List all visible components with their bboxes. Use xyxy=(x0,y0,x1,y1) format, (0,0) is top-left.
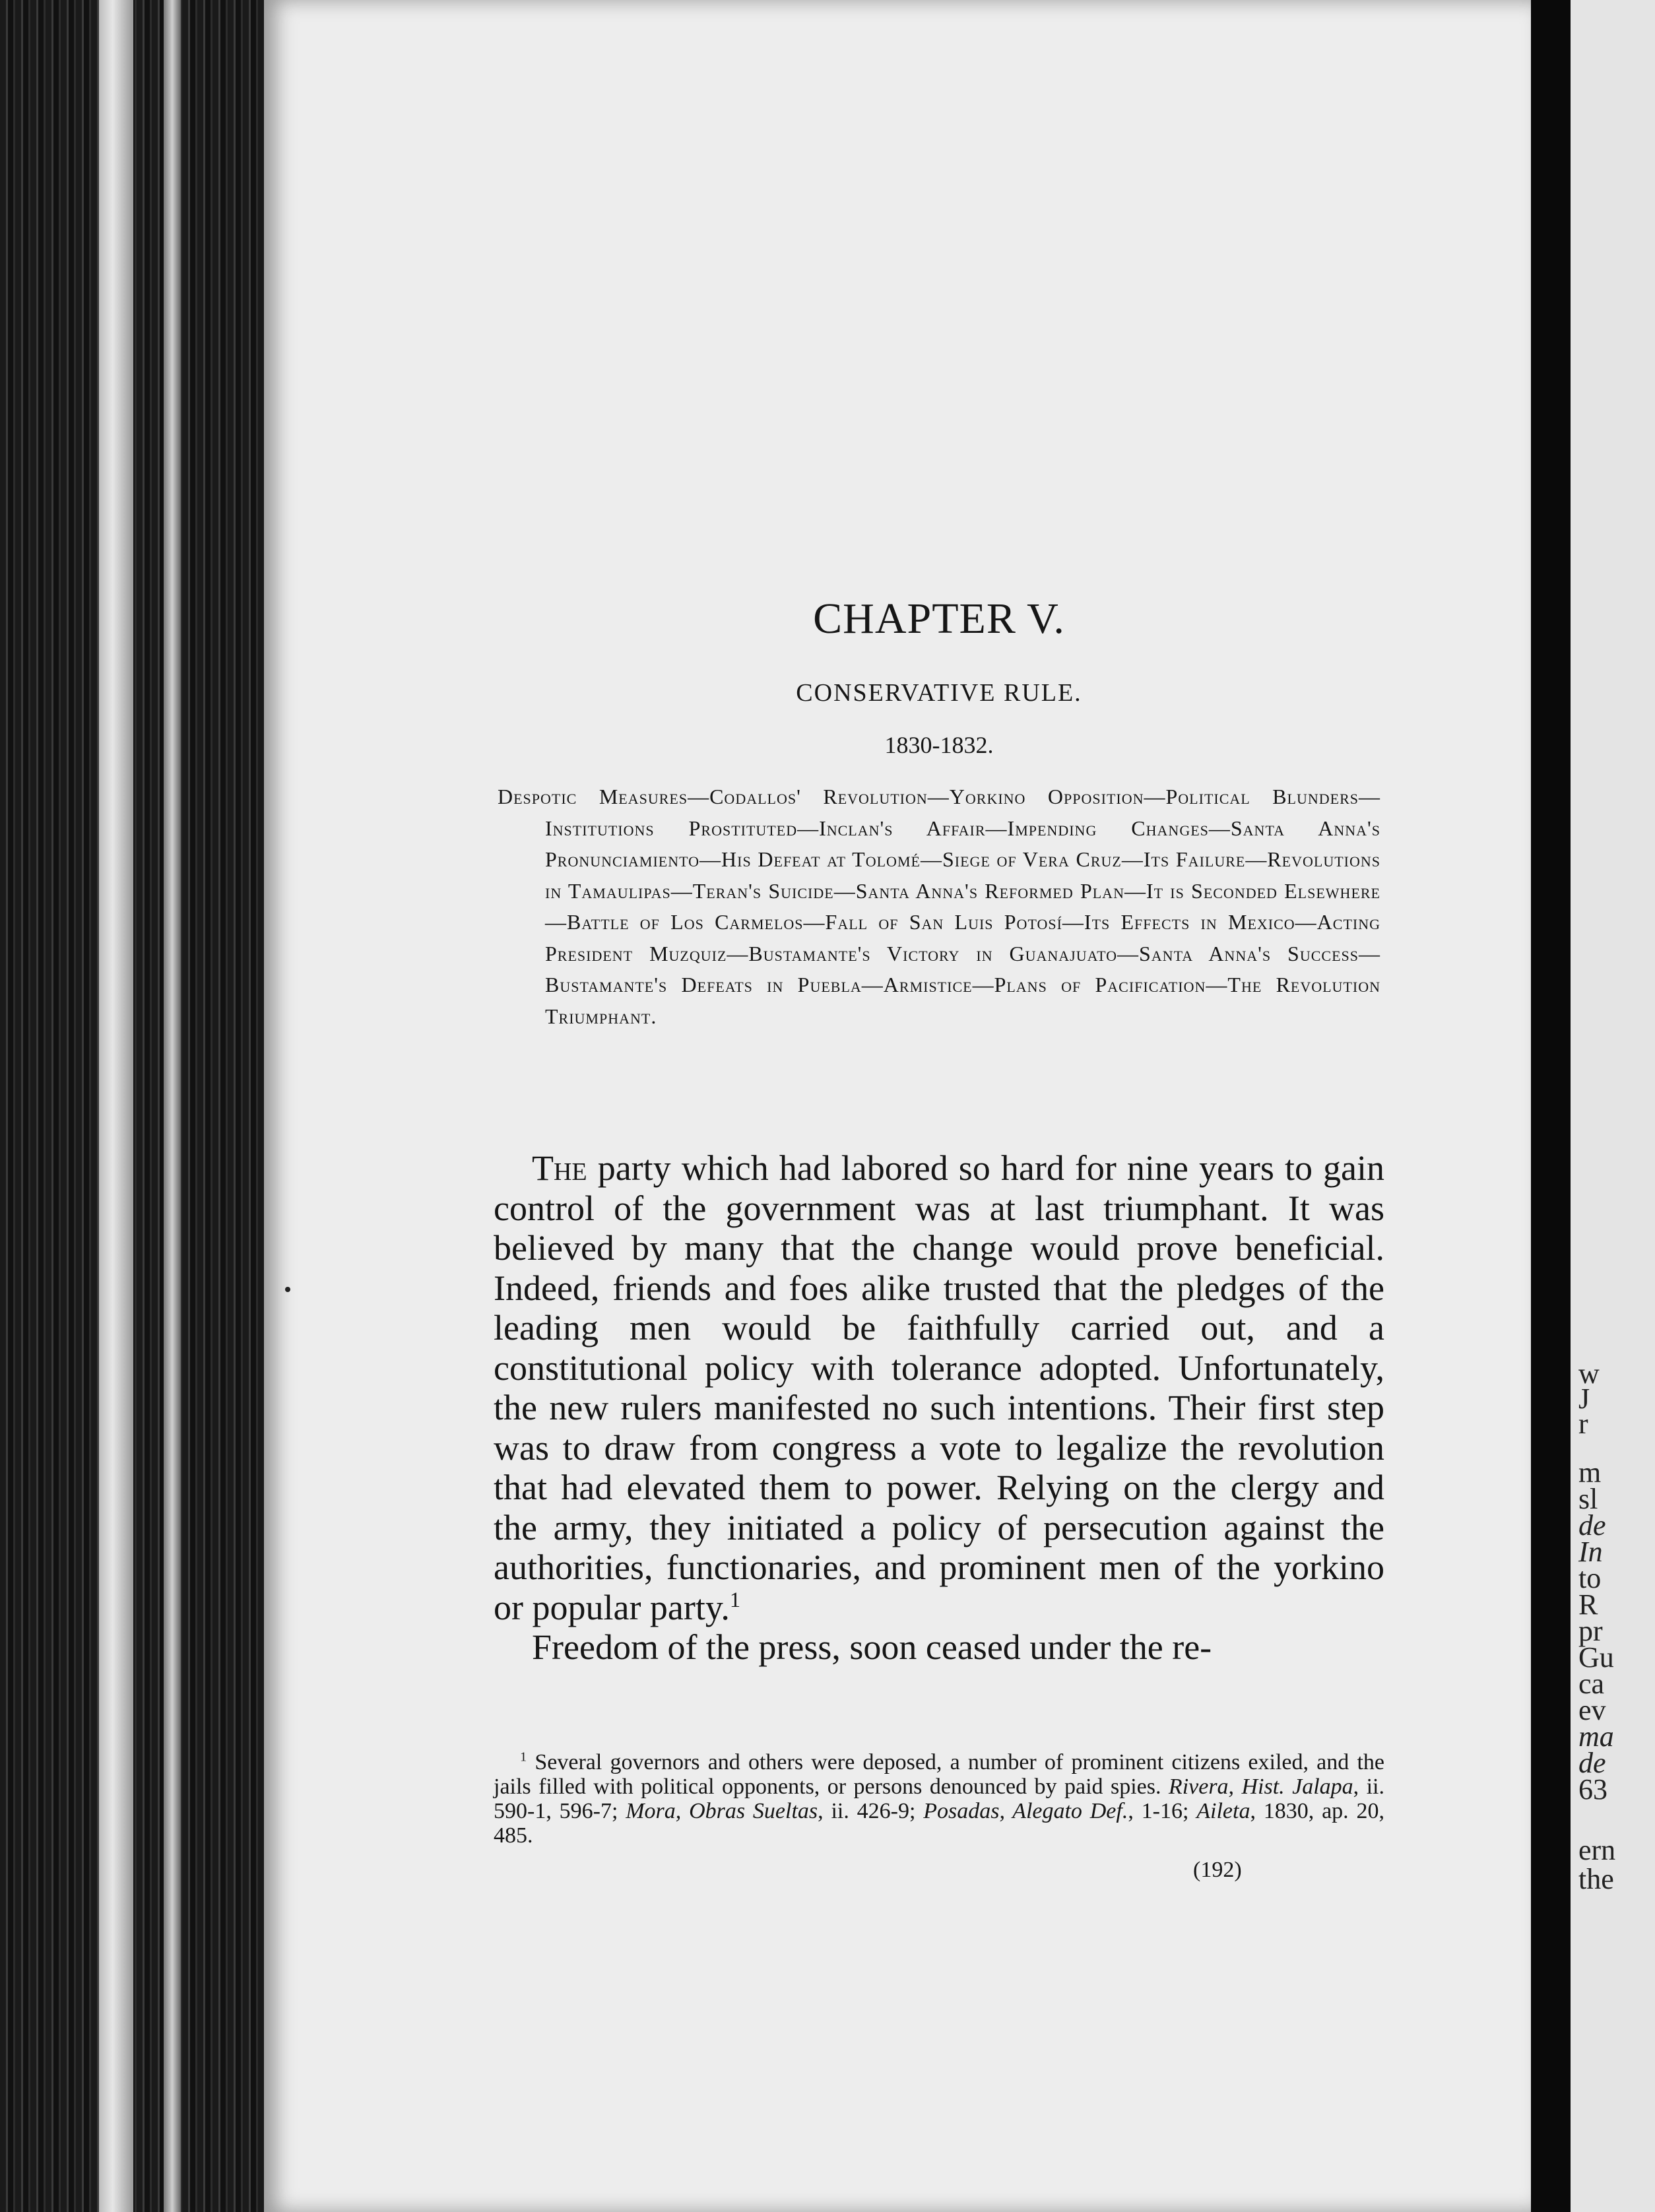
footnote-text: , ii. 590-1, 596-7; xyxy=(494,1774,1384,1823)
facing-fragment: de xyxy=(1578,1747,1606,1779)
page-stack-highlight xyxy=(99,0,133,2212)
footnote-text: , ii. 426-9; xyxy=(818,1799,924,1823)
facing-fragment: r xyxy=(1578,1408,1588,1440)
facing-fragment: J xyxy=(1578,1382,1590,1415)
body-text xyxy=(494,1148,1384,1668)
chapter-dates: 1830-1832. xyxy=(884,732,994,758)
scan-speck xyxy=(285,1287,290,1292)
paragraph-text: party which had labored so hard for nine years to gain control of the government was at last triumphant. It was believed by many that the change would prove beneficial. Indeed, friends and foes alike trusted that the pledges of the leading men would be faithfully carried out, and a constitutional policy with tolerance adopted. Unfortunately, the new rulers manifested no such intentions. Their first step was to draw from congress a vote to legalize the revolution that had elevated them to power. Relying on the clergy and the army, they initiated a policy of persecution against the authorities, functionaries, and prominent men of the yorkino or popular party. xyxy=(494,1148,1384,1627)
facing-fragment: w xyxy=(1578,1357,1600,1390)
facing-fragment: pr xyxy=(1578,1615,1603,1647)
facing-fragment: sl xyxy=(1578,1483,1598,1515)
footnote-citation: Aileta xyxy=(1196,1799,1250,1823)
footnote-citation: Mora, Obras Sueltas xyxy=(626,1799,818,1823)
facing-fragment: ca xyxy=(1578,1668,1605,1700)
paragraph: Freedom of the press, soon ceased under the re- xyxy=(532,1627,1212,1667)
chapter-title: CHAPTER V. xyxy=(813,595,1065,643)
facing-fragment: In xyxy=(1578,1536,1603,1568)
paragraph xyxy=(494,1148,1384,1627)
facing-fragment: m xyxy=(1578,1456,1602,1489)
chapter-subtitle: CONSERVATIVE RULE. xyxy=(796,679,1082,707)
footnote-text: , 1-16; xyxy=(1128,1799,1197,1823)
footnote-marker: 1 xyxy=(520,1749,527,1765)
facing-fragment: Gu xyxy=(1578,1641,1614,1674)
facing-fragment: ma xyxy=(1578,1720,1614,1753)
facing-fragment: ern xyxy=(1578,1834,1616,1866)
footnote-citation: Rivera, Hist. Jalapa xyxy=(1168,1774,1353,1799)
facing-fragment: to xyxy=(1578,1562,1602,1594)
facing-page-edge xyxy=(1571,0,1655,2212)
footnote-text: Several governors and others were deposed, a number of prominent citizens exiled, and the jails filled with political opponents, or persons denounced by paid spies. xyxy=(494,1750,1384,1799)
page-number: (192) xyxy=(1193,1858,1242,1882)
paragraph-lead: The xyxy=(532,1148,587,1188)
facing-fragment: ev xyxy=(1578,1694,1606,1726)
footnote-citation: Posadas, Alegato Def. xyxy=(923,1799,1128,1823)
facing-fragment: R xyxy=(1578,1588,1598,1621)
page-gutter xyxy=(1531,0,1571,2212)
footnote-reference: 1 xyxy=(729,1588,741,1612)
page-stack-highlight-secondary xyxy=(164,0,181,2212)
facing-fragment: de xyxy=(1578,1509,1606,1542)
chapter-synopsis: Despotic Measures—Codallos' Revolution—Yorkino Opposition—Political Blunders—Institutions Prostituted—Inclan's Affair—Impending Changes—Santa Anna's Pronunciamiento—His Defeat at Tolomé—Siege of Vera Cruz—Its Failure—Revolutions in Tamaulipas—Teran's Suicide—Santa Anna's Reformed Plan—It is Seconded Elsewhere—Battle of Los Carmelos—Fall of San Luis Potosí—Its Effects in Mexico—Acting President Muzquiz—Bustamante's Victory in Guanajuato—Santa Anna's Success—Bustamante's Defeats in Puebla—Armistice—Plans of Pacification—The Revolution Triumphant. xyxy=(498,785,1380,1028)
facing-fragment: the xyxy=(1578,1863,1614,1895)
footnote-text: , 1830, ap. 20, 485. xyxy=(494,1799,1384,1848)
book-page xyxy=(264,0,1531,2212)
facing-fragment: 63 xyxy=(1578,1773,1607,1805)
footnote xyxy=(494,1750,1384,1848)
footnotes xyxy=(494,1750,1384,1848)
